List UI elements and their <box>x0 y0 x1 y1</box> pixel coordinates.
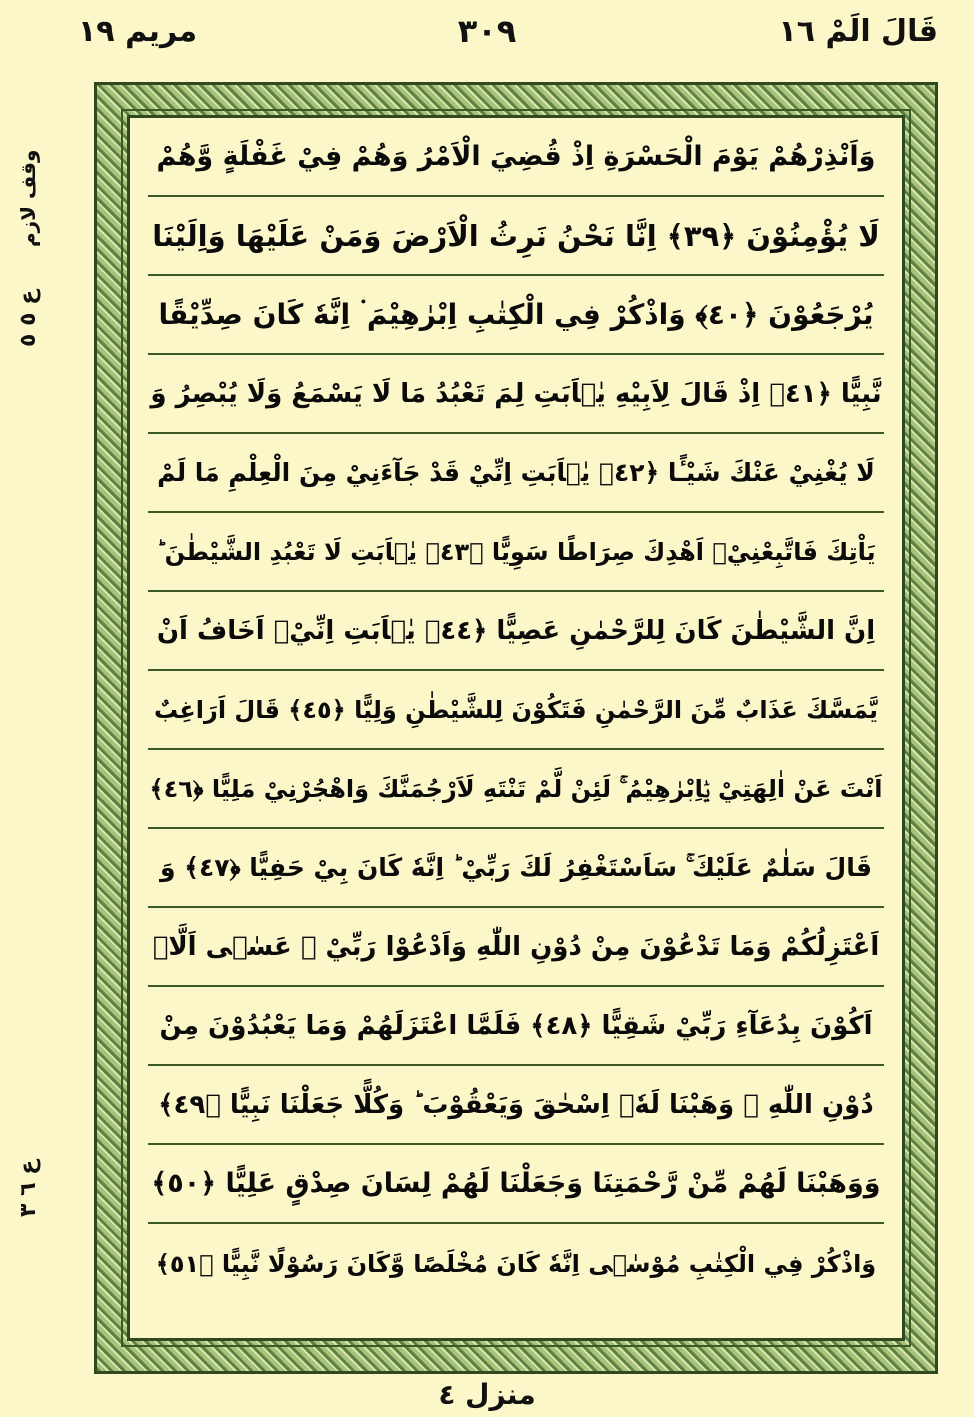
verse-line: وَوَهَبْنَا لَهُمْ مِّنْ رَّحْمَتِنَا وَجَعَلْنَا لَهُمْ لِسَانَ صِدْقٍ عَلِيًّا ﴿٥٠﴾ <box>148 1145 884 1224</box>
ruku-marker: ع ٥ ٥ <box>16 290 41 348</box>
surah-label: مريم ١٩ <box>78 14 198 49</box>
verse-line: قَالَ سَلٰمٌ عَلَيْكَ ۚ سَاَسْتَغْفِرُ لَكَ رَبِّيْ ؕ اِنَّهٗ كَانَ بِيْ حَفِيًّا ﴿٤٧﴾ وَ <box>148 829 884 908</box>
verse-line: لَا يُؤْمِنُوْنَ ﴿٣٩﴾ اِنَّا نَحْنُ نَرِثُ الْاَرْضَ وَمَنْ عَلَيْهَا وَاِلَيْنَا <box>148 197 884 276</box>
verse-line: دُوْنِ اللّٰهِ ۙ وَهَبْنَا لَهٗۤ اِسْحٰقَ وَيَعْقُوْبَ ؕ وَكُلًّا جَعَلْنَا نَبِيًّا ﴿٤٩﴾ <box>148 1066 884 1145</box>
page-number: ٣٠٩ <box>457 12 517 50</box>
verse-line: اَنْتَ عَنْ اٰلِهَتِيْ يٰۤاِبْرٰهِيْمُ ۚ لَئِنْ لَّمْ تَنْتَهِ لَاَرْجُمَنَّكَ وَاهْجُرْنِيْ مَلِيًّا ﴿٤٦﴾ <box>148 750 884 829</box>
verse-line: نَّبِيًّا ﴿٤١﴾ اِذْ قَالَ لِاَبِيْهِ يٰۤاَبَتِ لِمَ تَعْبُدُ مَا لَا يَسْمَعُ وَلَا يُبْصِرُ وَ <box>148 355 884 434</box>
verse-line: وَاَنْذِرْهُمْ يَوْمَ الْحَسْرَةِ اِذْ قُضِيَ الْاَمْرُ وَهُمْ فِيْ غَفْلَةٍ وَّهُمْ <box>148 118 884 197</box>
verse-line: يَاْتِكَ فَاتَّبِعْنِيْۤ اَهْدِكَ صِرَاطًا سَوِيًّا ﴿٤٣﴾ يٰۤاَبَتِ لَا تَعْبُدِ الشَّيْطٰنَ ؕ <box>148 513 884 592</box>
verse-line: وَاذْكُرْ فِي الْكِتٰبِ مُوْسٰۤى اِنَّهٗ كَانَ مُخْلَصًا وَّكَانَ رَسُوْلًا نَّبِيًّا ﴿٥١﴾ <box>155 1249 877 1278</box>
verse-line: اَعْتَزِلُكُمْ وَمَا تَدْعُوْنَ مِنْ دُوْنِ اللّٰهِ وَاَدْعُوْا رَبِّيْ ۖ عَسٰۤى اَلَّاۤ <box>148 908 884 987</box>
text-panel <box>127 115 905 1341</box>
verse-line: يُرْجَعُوْنَ ﴿٤٠﴾ وَاذْكُرْ فِي الْكِتٰبِ اِبْرٰهِيْمَ ۬ اِنَّهٗ كَانَ صِدِّيْقًا <box>148 276 884 355</box>
verse-line: اِنَّ الشَّيْطٰنَ كَانَ لِلرَّحْمٰنِ عَصِيًّا ﴿٤٤﴾ يٰۤاَبَتِ اِنِّيْۤ اَخَافُ اَنْ <box>148 592 884 671</box>
verse-line: اَكُوْنَ بِدُعَآءِ رَبِّيْ شَقِيًّا ﴿٤٨﴾ فَلَمَّا اعْتَزَلَهُمْ وَمَا يَعْبُدُوْنَ مِنْ <box>148 987 884 1066</box>
verse-line: يَّمَسَّكَ عَذَابٌ مِّنَ الرَّحْمٰنِ فَتَكُوْنَ لِلشَّيْطٰنِ وَلِيًّا ﴿٤٥﴾ قَالَ اَرَاغِبٌ <box>148 671 884 750</box>
ornamental-border <box>94 82 938 1374</box>
verse-line: لَا يُغْنِيْ عَنْكَ شَيْـًٔا ﴿٤٢﴾ يٰۤاَبَتِ اِنِّيْ قَدْ جَآءَنِيْ مِنَ الْعِلْمِ مَا لَمْ <box>148 434 884 513</box>
verse-lines <box>130 118 902 1338</box>
waqf-note: وقف لازم <box>16 150 40 248</box>
manzil-label: منزل ٤ <box>438 1378 536 1411</box>
para-label: قَالَ الَمْ ١٦ <box>778 14 938 49</box>
ruku-marker: ع ٦ ٣ <box>16 1160 41 1218</box>
